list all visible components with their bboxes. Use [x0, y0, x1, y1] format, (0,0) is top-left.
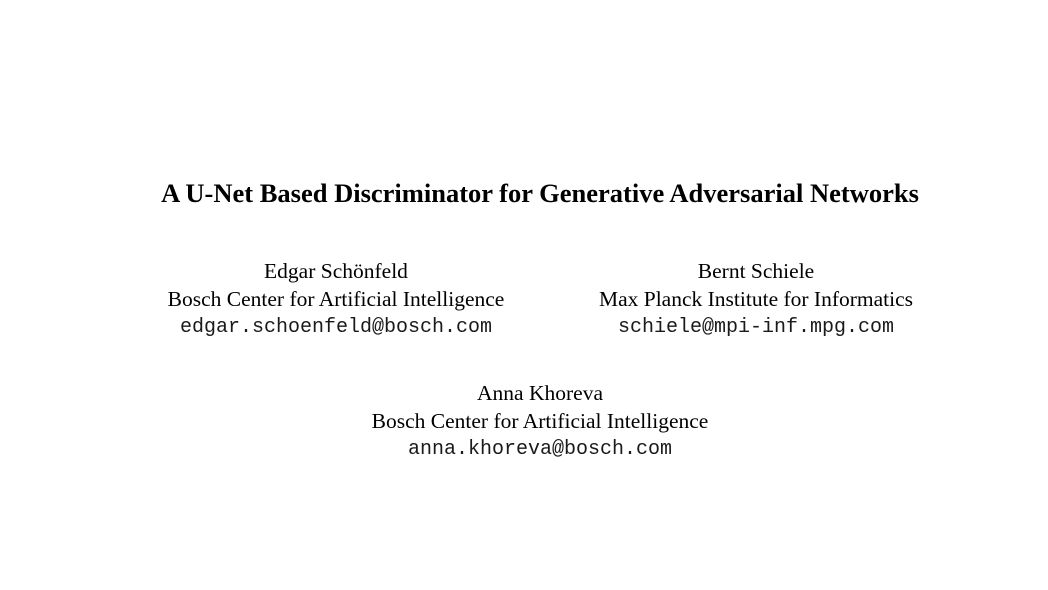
author-name: Anna Khoreva [477, 381, 603, 405]
author-name: Edgar Schönfeld [264, 259, 408, 283]
author-email: schiele@mpi-inf.mpg.com [617, 316, 895, 339]
author-affiliation: Bosch Center for Artificial Intelligence [167, 287, 505, 311]
author-affiliation: Max Planck Institute for Informatics [598, 287, 914, 311]
author-block-khoreva [340, 379, 740, 465]
author-email: anna.khoreva@bosch.com [407, 438, 673, 461]
author-block-schoenfeld [146, 257, 526, 343]
author-name: Bernt Schiele [697, 259, 815, 283]
paper-title: A U-Net Based Discriminator for Generative Adversarial Networks [161, 178, 919, 208]
author-email: edgar.schoenfeld@bosch.com [179, 316, 493, 339]
author-block-schiele [572, 257, 940, 343]
author-affiliation: Bosch Center for Artificial Intelligence [371, 409, 709, 433]
